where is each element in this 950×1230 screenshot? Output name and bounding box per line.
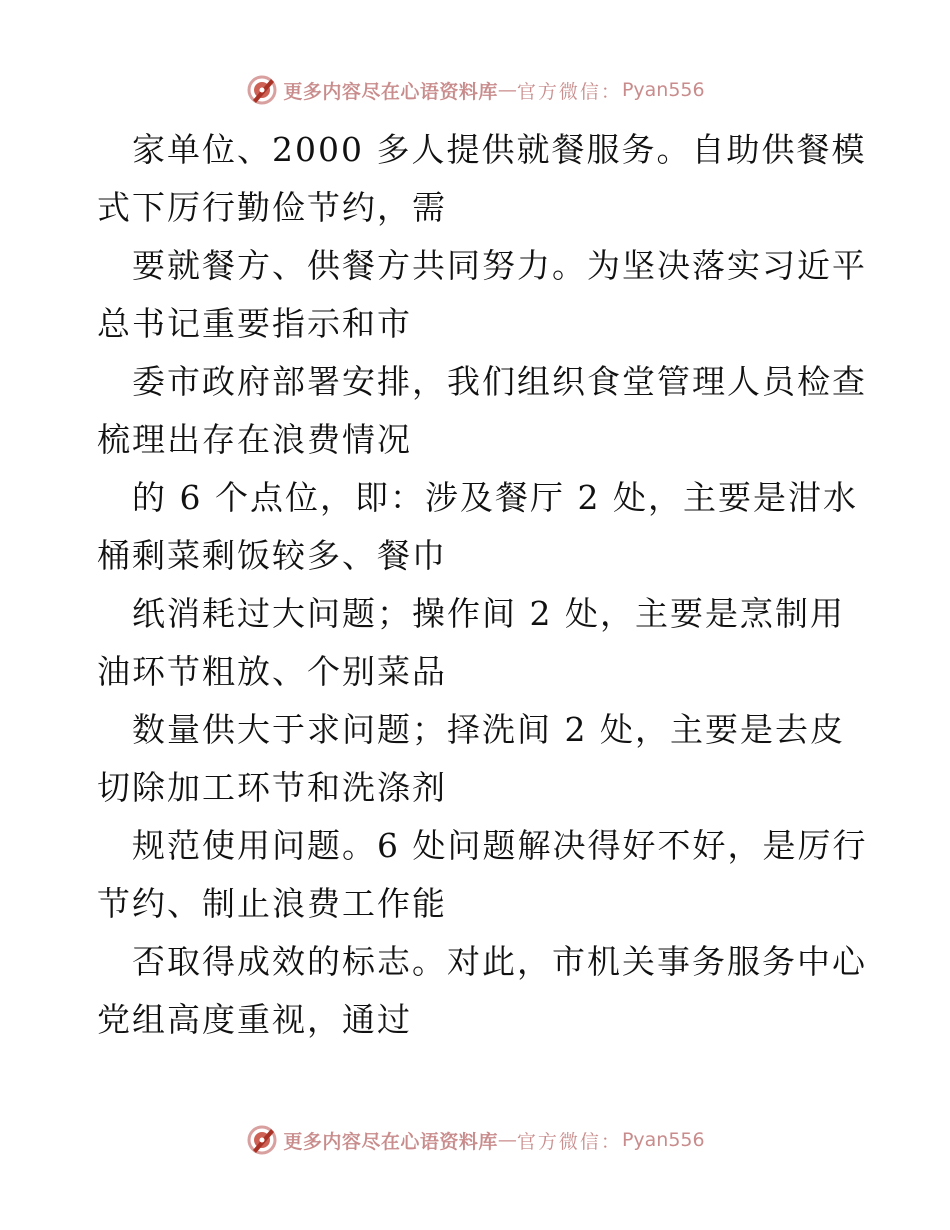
body-line: 的 6 个点位，即：涉及餐厅 2 处，主要是泔水 [97, 478, 858, 517]
watermark-dash: — [497, 1129, 517, 1151]
body-line: 要就餐方、供餐方共同努力。为坚决落实习近平 [97, 246, 867, 285]
body-line: 纸消耗过大问题；操作间 2 处，主要是烹制用 [97, 594, 845, 633]
watermark-brand-text: 更多内容尽在心语资料库 [283, 1130, 498, 1153]
pen-logo-icon [245, 1123, 279, 1157]
document-body [97, 121, 868, 1049]
body-line: 节约、制止浪费工作能 [97, 884, 447, 923]
body-line: 总书记重要指示和市 [97, 304, 412, 343]
header-watermark [0, 70, 950, 110]
watermark-wechat-label: 官方微信： [516, 1130, 622, 1153]
body-line: 数量供大于求问题；择洗间 2 处，主要是去皮 [97, 710, 845, 749]
body-line: 委市政府部署安排，我们组织食堂管理人员检查 [97, 362, 867, 401]
watermark-wechat-id: Pyan556 [621, 79, 705, 101]
footer-watermark [0, 1120, 950, 1160]
body-line: 式下厉行勤俭节约，需 [97, 188, 447, 227]
watermark-wechat-id: Pyan556 [621, 1129, 705, 1151]
body-line: 家单位、2000 多人提供就餐服务。自助供餐模 [97, 130, 867, 169]
body-line: 切除加工环节和洗涤剂 [97, 768, 447, 807]
body-line: 党组高度重视，通过 [97, 1000, 412, 1039]
watermark-dash: — [497, 79, 517, 101]
body-line: 规范使用问题。6 处问题解决得好不好，是厉行 [97, 826, 868, 865]
pen-logo-icon [245, 73, 279, 107]
watermark-brand-text: 更多内容尽在心语资料库 [283, 80, 498, 103]
body-line: 油环节粗放、个别菜品 [97, 652, 447, 691]
body-line: 梳理出存在浪费情况 [97, 420, 412, 459]
body-line: 桶剩菜剩饭较多、餐巾 [97, 536, 447, 575]
body-line: 否取得成效的标志。对此，市机关事务服务中心 [97, 942, 867, 981]
watermark-wechat-label: 官方微信： [516, 80, 622, 103]
